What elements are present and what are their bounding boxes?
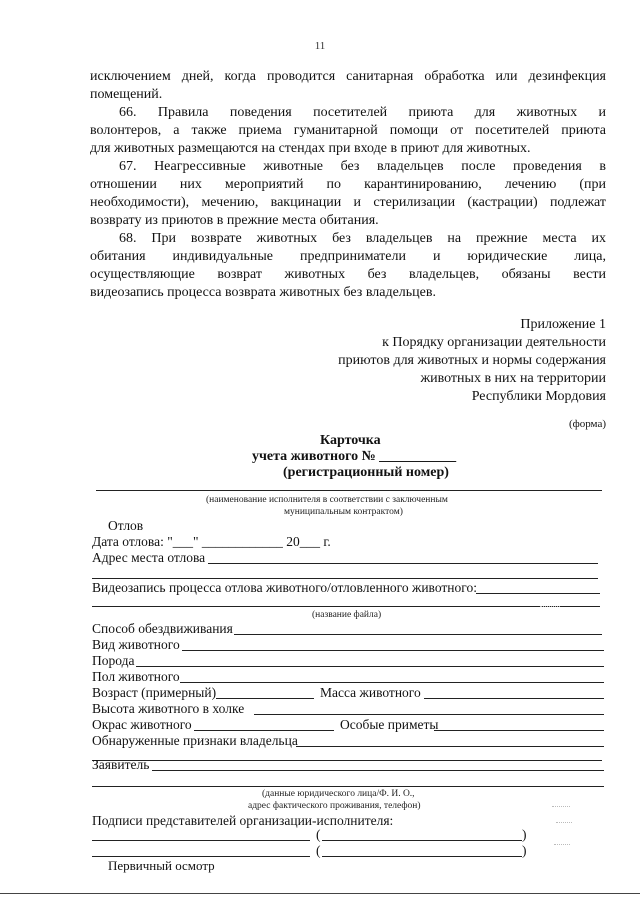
body-line: 68. При возврате животных без владельцев на прежние места их	[119, 231, 606, 246]
animal-type-label: Вид животного	[92, 637, 180, 652]
sig-close-1: )	[522, 827, 527, 842]
appendix-block	[338, 316, 606, 406]
owner-signs-line-2[interactable]	[92, 760, 602, 761]
card-subtitle: учета животного № ___________	[252, 449, 457, 464]
signature-line-2[interactable]	[92, 856, 310, 857]
applicant-line[interactable]	[152, 770, 604, 771]
capture-address-line[interactable]	[208, 563, 598, 564]
body-line: отношении них мероприятий по карантинированию, лечению (при	[90, 177, 606, 192]
scan-artifact	[556, 822, 572, 823]
sex-line[interactable]	[180, 682, 604, 683]
appendix-line: приютов для животных и нормы содержания	[338, 353, 606, 368]
marks-line[interactable]	[434, 730, 604, 731]
contractor-line[interactable]	[96, 490, 602, 491]
card-title: Карточка	[320, 433, 381, 448]
sex-label: Пол животного	[92, 669, 180, 684]
immobilization-line[interactable]	[234, 634, 602, 635]
animal-type-line[interactable]	[182, 650, 604, 651]
weight-line[interactable]	[424, 698, 604, 699]
video-line-2[interactable]	[92, 606, 600, 607]
appendix-line: к Порядку организации деятельности	[382, 335, 606, 350]
color-label: Окрас животного	[92, 717, 192, 732]
page-number: 11	[314, 40, 326, 52]
appendix-line: животных в них на территории	[420, 371, 606, 386]
body-line: возврату из приютов в прежние места обитания.	[90, 213, 379, 228]
applicant-note-1: (данные юридического лица/Ф. И. О.,	[262, 789, 415, 799]
breed-label: Порода	[92, 653, 135, 668]
applicant-label: Заявитель	[92, 757, 150, 772]
applicant-note-2: адрес фактического проживания, телефон)	[248, 801, 421, 811]
sig-open-2: (	[316, 843, 321, 858]
breed-line[interactable]	[136, 666, 604, 667]
contractor-note-2: муниципальным контрактом)	[284, 507, 403, 517]
body-line: исключением дней, когда проводится санитарная обработка или дезинфекция	[90, 69, 606, 84]
capture-heading: Отлов	[108, 518, 144, 533]
sig-close-2: )	[522, 843, 527, 858]
owner-signs-line[interactable]	[296, 746, 604, 747]
color-line[interactable]	[194, 730, 334, 731]
appendix-line: Приложение 1	[520, 317, 606, 332]
scan-artifact	[540, 606, 560, 607]
age-line[interactable]	[216, 698, 314, 699]
signature-line-1[interactable]	[92, 840, 310, 841]
signatures-label: Подписи представителей организации-исполнителя:	[92, 813, 394, 828]
signature-name-line-1[interactable]	[322, 840, 522, 841]
contractor-note-1: (наименование исполнителя в соответствии с заключенным	[206, 495, 448, 505]
body-line: волонтеров, а также приема гуманитарной помощи от посетителей приюта	[90, 123, 606, 138]
video-label: Видеозапись процесса отлова животного/отловленного животного:	[92, 580, 477, 595]
weight-label: Масса животного	[320, 685, 421, 700]
video-line[interactable]	[476, 593, 600, 594]
body-line: обитания индивидуальные предприниматели и юридические лица,	[90, 249, 606, 264]
age-label: Возраст (примерный)	[92, 685, 217, 700]
primary-exam: Первичный осмотр	[108, 858, 215, 873]
immobilization-label: Способ обездвиживания	[92, 621, 233, 636]
card-reg-number: (регистрационный номер)	[283, 465, 449, 480]
form-label: (форма)	[568, 418, 606, 430]
applicant-line-2[interactable]	[92, 786, 604, 787]
scan-artifact	[554, 844, 570, 845]
capture-address-label: Адрес места отлова	[92, 550, 206, 565]
body-line: для животных размещаются на стендах при входе в приют для животных.	[90, 141, 531, 156]
file-note: (название файла)	[312, 610, 382, 620]
body-line: необходимости), мечению, вакцинации и стерилизации (кастрации) подлежат	[90, 195, 606, 210]
marks-label: Особые приметы	[340, 717, 439, 732]
body-line: осуществляющие возврат животных без владельцев, обязаны вести	[90, 267, 606, 282]
sig-open-1: (	[316, 827, 321, 842]
height-label: Высота животного в холке	[92, 701, 245, 716]
page-bottom-edge	[0, 893, 640, 894]
signature-name-line-2[interactable]	[322, 856, 522, 857]
capture-address-line-2[interactable]	[92, 578, 598, 579]
height-line[interactable]	[254, 714, 604, 715]
capture-date: Дата отлова: "___" ____________ 20___ г.	[92, 534, 331, 549]
owner-signs-label: Обнаруженные признаки владельца	[92, 733, 298, 748]
body-text	[90, 68, 606, 302]
scan-artifact	[552, 806, 570, 807]
appendix-line: Республики Мордовия	[471, 389, 606, 404]
body-line: 67. Неагрессивные животные без владельцев после проведения в	[119, 159, 606, 174]
body-line: видеозапись процесса возврата животных без владельцев.	[90, 285, 436, 300]
body-line: помещений.	[90, 87, 163, 102]
body-line: 66. Правила поведения посетителей приюта для животных и	[119, 105, 606, 120]
